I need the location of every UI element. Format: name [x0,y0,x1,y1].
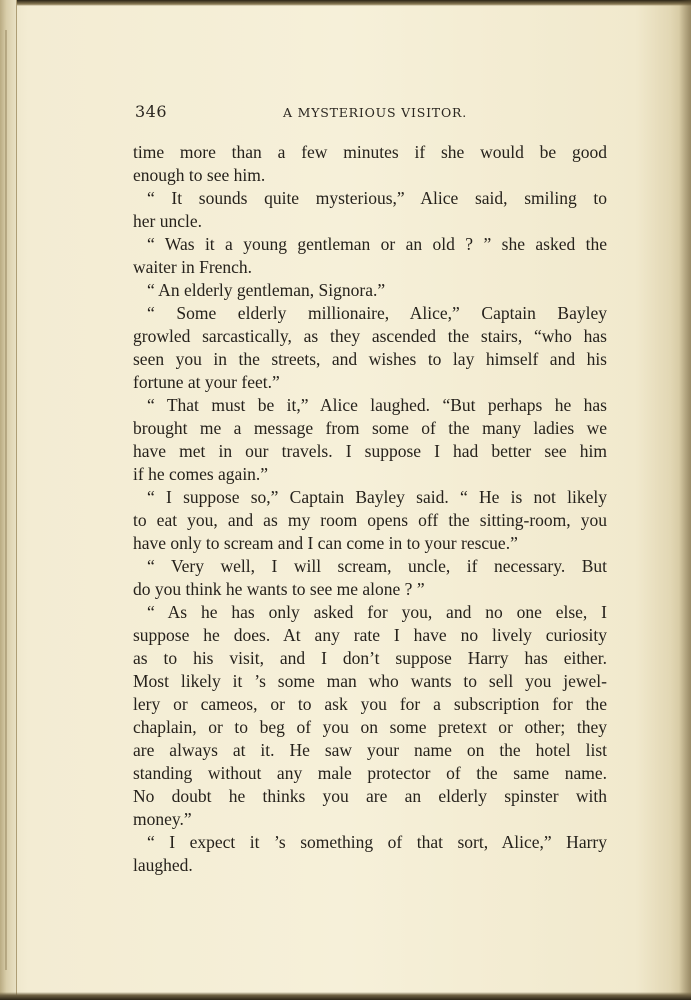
text-line: lery or cameos, or to ask you for a subscription for the [133,694,607,714]
text-line: standing without any male protector of the same name. [133,763,607,783]
text-line: to eat you, and as my room opens off the sitting-room, you [133,510,607,530]
page-right-shadow [679,0,691,1000]
text-line: No doubt he thinks you are an elderly spinster with [133,786,607,806]
text-line: “ Some elderly millionaire, Alice,” Captain Bayley [147,303,607,323]
text-line: enough to see him. [133,165,266,185]
page-gutter [0,0,17,1000]
text-line: “ It sounds quite mysterious,” Alice said, smiling to [147,188,607,208]
body-text [133,141,607,877]
text-line: have met in our travels. I suppose I had better see him [133,441,607,461]
text-line: Most likely it ’s some man who wants to sell you jewel- [133,671,607,691]
text-line: growled sarcastically, as they ascended the stairs, “who has [133,326,607,346]
text-line: “ Very well, I will scream, uncle, if necessary. But [147,556,607,576]
text-line: waiter in French. [133,257,253,277]
text-line: do you think he wants to see me alone ? ” [133,579,425,599]
text-line: “ An elderly gentleman, Signora.” [147,280,386,300]
text-line: “ That must be it,” Alice laughed. “But perhaps he has [147,395,607,415]
text-line: laughed. [133,855,193,875]
text-line: “ As he has only asked for you, and no one else, I [147,602,607,622]
text-line: “ I expect it ’s something of that sort, Alice,” Harry [147,832,607,852]
text-line: fortune at your feet.” [133,372,280,392]
text-line: “ I suppose so,” Captain Bayley said. “ He is not likely [147,487,607,507]
text-line: chaplain, or to beg of you on some pretext or other; they [133,717,607,737]
text-line: money.” [133,809,192,829]
text-line: “ Was it a young gentleman or an old ? ” she asked the [147,234,607,254]
page-header [133,100,607,126]
text-line: time more than a few minutes if she would be good [133,142,607,162]
text-line: suppose he does. At any rate I have no lively curiosity [133,625,607,645]
text-line: brought me a message from some of the many ladies we [133,418,607,438]
running-head: A MYSTERIOUS VISITOR. [283,105,467,120]
page-number: 346 [135,102,168,121]
text-line: have only to scream and I can come in to your rescue.” [133,533,518,553]
page-bottom-edge [0,992,691,1000]
text-line: her uncle. [133,211,202,231]
text-line: as to his visit, and I don’t suppose Harry has either. [133,648,607,668]
gutter-shadow-line [5,30,7,970]
text-line: are always at it. He saw your name on the hotel list [133,740,607,760]
page-top-edge [0,0,691,6]
text-line: if he comes again.” [133,464,269,484]
text-line: seen you in the streets, and wishes to lay himself and his [133,349,607,369]
